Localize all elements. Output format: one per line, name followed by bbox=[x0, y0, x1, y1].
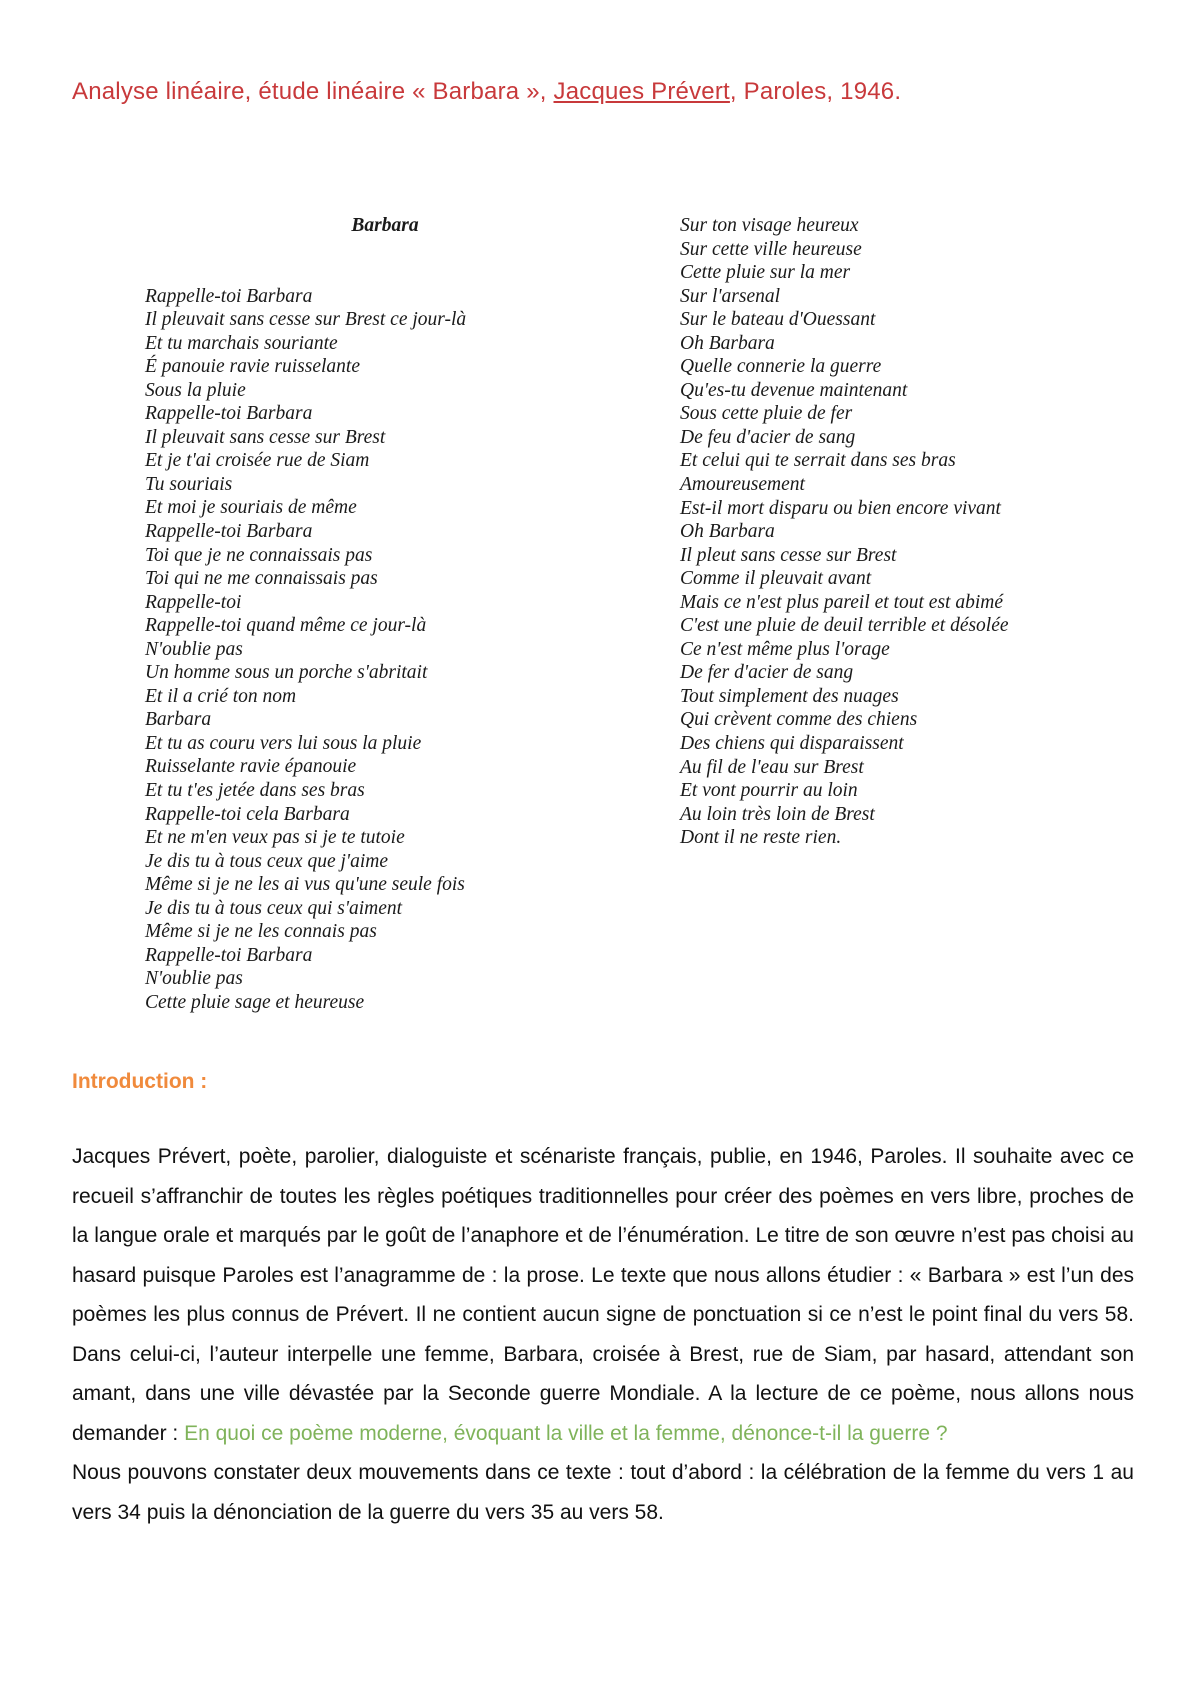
poem-line: N'oublie pas bbox=[145, 968, 243, 990]
poem-line: Qu'es-tu devenue maintenant bbox=[680, 379, 908, 401]
poem-line: Sur ton visage heureux bbox=[680, 215, 859, 236]
poem-line: Cette pluie sage et heureuse bbox=[145, 991, 365, 1013]
poem-line: Même si je ne les connais pas bbox=[145, 921, 377, 943]
poem-line: C'est une pluie de deuil terrible et désolée bbox=[680, 615, 1009, 637]
introduction-heading: Introduction : bbox=[72, 1070, 208, 1093]
problematic-question: En quoi ce poème moderne, évoquant la ville et la femme, dénonce-t-il la guerre ? bbox=[184, 1421, 948, 1445]
poem-line: Quelle connerie la guerre bbox=[680, 356, 882, 378]
poem-line: Un homme sous un porche s'abritait bbox=[145, 662, 428, 684]
poem-image bbox=[145, 214, 1145, 1014]
poem-line: Rappelle-toi cela Barbara bbox=[145, 803, 350, 825]
poem-line: De feu d'acier de sang bbox=[680, 426, 856, 448]
poem-line: Qui crèvent comme des chiens bbox=[680, 709, 918, 731]
poem-line: Rappelle-toi quand même ce jour-là bbox=[145, 615, 427, 637]
poem-line: Toi que je ne connaissais pas bbox=[145, 544, 373, 566]
poem-line: Rappelle-toi Barbara bbox=[145, 403, 313, 425]
poem-line: Tout simplement des nuages bbox=[680, 685, 899, 707]
poem-line: Sur l'arsenal bbox=[680, 285, 781, 307]
poem-line: Mais ce n'est plus pareil et tout est abimé bbox=[680, 591, 1003, 613]
poem-line: Comme il pleuvait avant bbox=[680, 568, 872, 590]
poem-line: Et celui qui te serrait dans ses bras bbox=[680, 450, 956, 472]
poem-line: Et ne m'en veux pas si je te tutoie bbox=[145, 827, 405, 849]
poem-line: Ce n'est même plus l'orage bbox=[680, 638, 890, 660]
poem-line: Toi qui ne me connaissais pas bbox=[145, 568, 378, 590]
poem-line: Il pleuvait sans cesse sur Brest bbox=[145, 426, 386, 448]
poem-line: Barbara bbox=[145, 709, 212, 731]
introduction-paragraph-1 bbox=[72, 1137, 1134, 1453]
poem-line: Est-il mort disparu ou bien encore vivant bbox=[680, 497, 1001, 519]
poem-line: Et je t'ai croisée rue de Siam bbox=[145, 450, 370, 472]
poem-line: Sous la pluie bbox=[145, 379, 246, 401]
title-suffix: , Paroles, 1946. bbox=[729, 78, 902, 105]
poem-line: Et tu t'es jetée dans ses bras bbox=[145, 780, 365, 802]
poem-line: Et tu as couru vers lui sous la pluie bbox=[145, 732, 422, 754]
poem-line: Oh Barbara bbox=[680, 332, 775, 354]
poem-line: É panouie ravie ruisselante bbox=[145, 356, 361, 378]
poem-line: Oh Barbara bbox=[680, 521, 775, 543]
poem-line: Ruisselante ravie épanouie bbox=[145, 756, 357, 778]
poem-line: Dont il ne reste rien. bbox=[680, 827, 842, 849]
poem-column-1 bbox=[145, 214, 665, 1015]
poem-line: Rappelle-toi bbox=[145, 591, 242, 613]
poem-line: Rappelle-toi Barbara bbox=[145, 521, 313, 543]
poem-line: Rappelle-toi Barbara bbox=[145, 944, 313, 966]
poem-line: Rappelle-toi Barbara bbox=[145, 285, 313, 307]
poem-line: De fer d'acier de sang bbox=[680, 662, 854, 684]
poem-line: Cette pluie sur la mer bbox=[680, 262, 851, 284]
poem-line: Et vont pourrir au loin bbox=[680, 780, 858, 802]
document-title bbox=[72, 78, 1132, 106]
poem-line: Et tu marchais souriante bbox=[145, 332, 338, 354]
poem-line: Je dis tu à tous ceux qui s'aiment bbox=[145, 897, 403, 919]
poem-line: Et il a crié ton nom bbox=[145, 685, 297, 707]
poem-line: Sous cette pluie de fer bbox=[680, 403, 853, 425]
poem-line: Même si je ne les ai vus qu'une seule fois bbox=[145, 874, 465, 896]
poem-line: Sur le bateau d'Ouessant bbox=[680, 309, 876, 331]
introduction-body bbox=[72, 1137, 1134, 1532]
introduction-paragraph-2: Nous pouvons constater deux mouvements dans ce texte : tout d’abord : la célébration de la femme du vers 1 au vers 34 puis la dénonciation de la guerre du vers 35 au vers 58. bbox=[72, 1461, 1134, 1524]
poem-line: Il pleuvait sans cesse sur Brest ce jour-là bbox=[145, 309, 467, 331]
poem-line: Je dis tu à tous ceux que j'aime bbox=[145, 850, 388, 872]
poem-title: Barbara bbox=[351, 215, 419, 236]
poem-line: Au fil de l'eau sur Brest bbox=[680, 756, 864, 778]
paragraph-1-text: Jacques Prévert, poète, parolier, dialoguiste et scénariste français, publie, en 1946, Paroles. Il souhaite avec ce recueil s’affranchir de toutes les règles poétiques traditionnelles pour créer des poèmes en vers libre, proches de la langue orale et marqués par le goût de l’anaphore et de l’énumération. Le titre de son œuvre n’est pas choisi au hasard puisque Paroles est l’anagramme de : la prose. Le texte que nous allons étudier : « Barbara » est l’un des poèmes les plus connus de Prévert. Il ne contient aucun signe de ponctuation si ce n’est le point final du vers 58. Dans celui-ci, l’auteur interpelle une femme, Barbara, croisée à Brest, rue de Siam, par hasard, attendant son amant, dans une ville dévastée par la Seconde guerre Mondiale. A la lecture de ce poème, nous allons nous demander : bbox=[72, 1145, 1134, 1445]
author-link[interactable]: Jacques Prévert bbox=[553, 78, 730, 105]
poem-line: Au loin très loin de Brest bbox=[680, 803, 875, 825]
poem-line: Amoureusement bbox=[680, 474, 805, 496]
title-prefix: Analyse linéaire, étude linéaire « Barbara », bbox=[72, 78, 554, 105]
poem-line: Des chiens qui disparaissent bbox=[680, 733, 904, 755]
poem-line: N'oublie pas bbox=[145, 638, 243, 660]
poem-line: Et moi je souriais de même bbox=[145, 497, 357, 519]
poem-line: Il pleut sans cesse sur Brest bbox=[680, 544, 897, 566]
poem-column-2 bbox=[680, 214, 1140, 850]
poem-line: Sur cette ville heureuse bbox=[680, 238, 862, 260]
poem-line: Tu souriais bbox=[145, 473, 233, 495]
